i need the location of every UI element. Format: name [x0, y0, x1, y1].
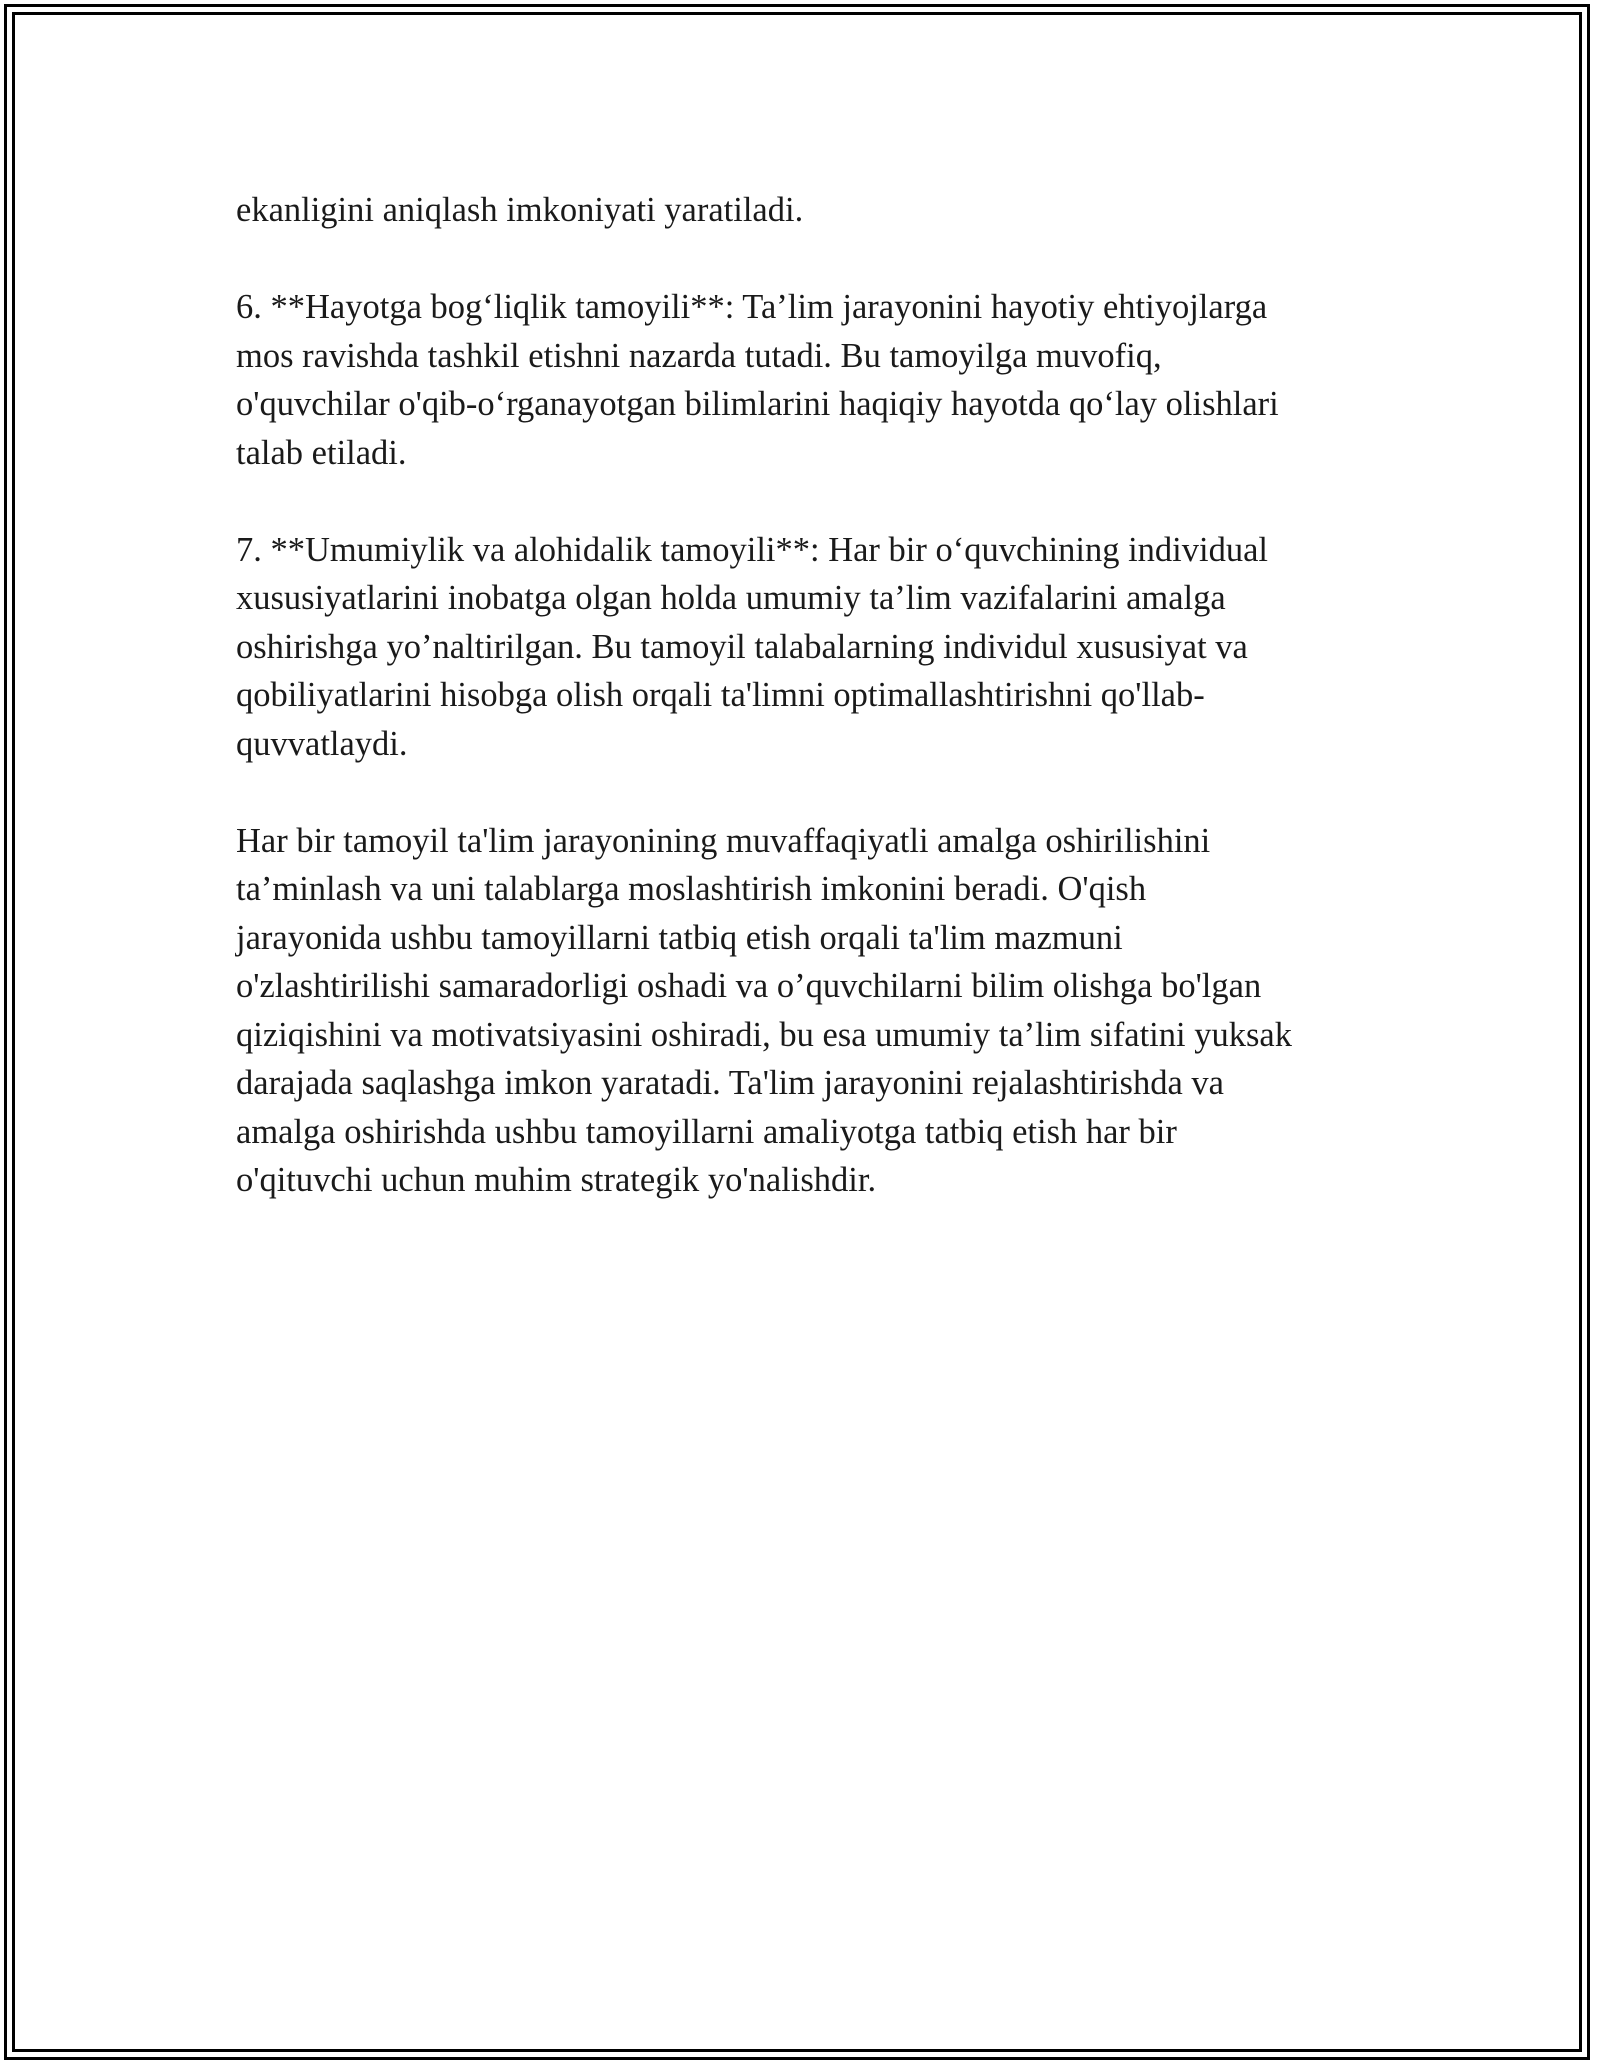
text-line: qobiliyatlarini hisobga olish orqali ta'limni optimallashtirishni qo'llab- — [236, 676, 1205, 714]
document-body — [236, 186, 1386, 1205]
text-line: ta’minlash va uni talablarga moslashtirish imkonini beradi. O'qish — [236, 870, 1147, 908]
text-line: Har bir tamoyil ta'lim jarayonining muvaffaqiyatli amalga oshirilishini — [236, 821, 1211, 860]
text-line: darajada saqlashga imkon yaratadi. Ta'lim jarayonini rejalashtirishda va — [236, 1064, 1224, 1102]
text-line: o'zlashtirilishi samaradorligi oshadi va o’quvchilarni bilim olishga bo'lgan — [236, 967, 1262, 1005]
paragraph-principle-7 — [236, 526, 1386, 769]
text-line: talab etiladi. — [236, 433, 407, 472]
paragraph-principle-6 — [236, 283, 1386, 477]
text-line: jarayonida ushbu tamoyillarni tatbiq etish orqali ta'lim mazmuni — [236, 918, 1123, 957]
text-line: o'qituvchi uchun muhim strategik yo'nalishdir. — [236, 1161, 877, 1199]
text-line: o'quvchilar o'qib-o‘rganayotgan bilimlarini haqiqiy hayotda qo‘lay olishlari — [236, 385, 1279, 423]
paragraph-conclusion — [236, 817, 1386, 1205]
text-line: amalga oshirishda ushbu tamoyillarni amaliyotga tatbiq etish har bir — [236, 1112, 1177, 1151]
text-line: mos ravishda tashkil etishni nazarda tutadi. Bu tamoyilga muvofiq, — [236, 336, 1162, 375]
text-line: 7. **Umumiylik va alohidalik tamoyili**: Har bir o‘quvchining individual — [236, 530, 1268, 569]
paragraph-gap — [236, 477, 1386, 526]
paragraph-gap — [236, 768, 1386, 817]
text-line: quvvatlaydi. — [236, 724, 408, 763]
text-line: oshirishga yo’naltirilgan. Bu tamoyil talabalarning individul xususiyat va — [236, 627, 1248, 666]
text-line: ekanligini aniqlash imkoniyati yaratiladi. — [236, 191, 804, 229]
text-line: xususiyatlarini inobatga olgan holda umumiy ta’lim vazifalarini amalga — [236, 579, 1226, 617]
paragraph-continuation — [236, 186, 1386, 235]
text-line: 6. **Hayotga bog‘liqlik tamoyili**: Ta’lim jarayonini hayotiy ehtiyojlarga — [236, 288, 1268, 326]
paragraph-gap — [236, 235, 1386, 284]
text-line: qiziqishini va motivatsiyasini oshiradi, bu esa umumiy ta’lim sifatini yuksak — [236, 1015, 1292, 1054]
